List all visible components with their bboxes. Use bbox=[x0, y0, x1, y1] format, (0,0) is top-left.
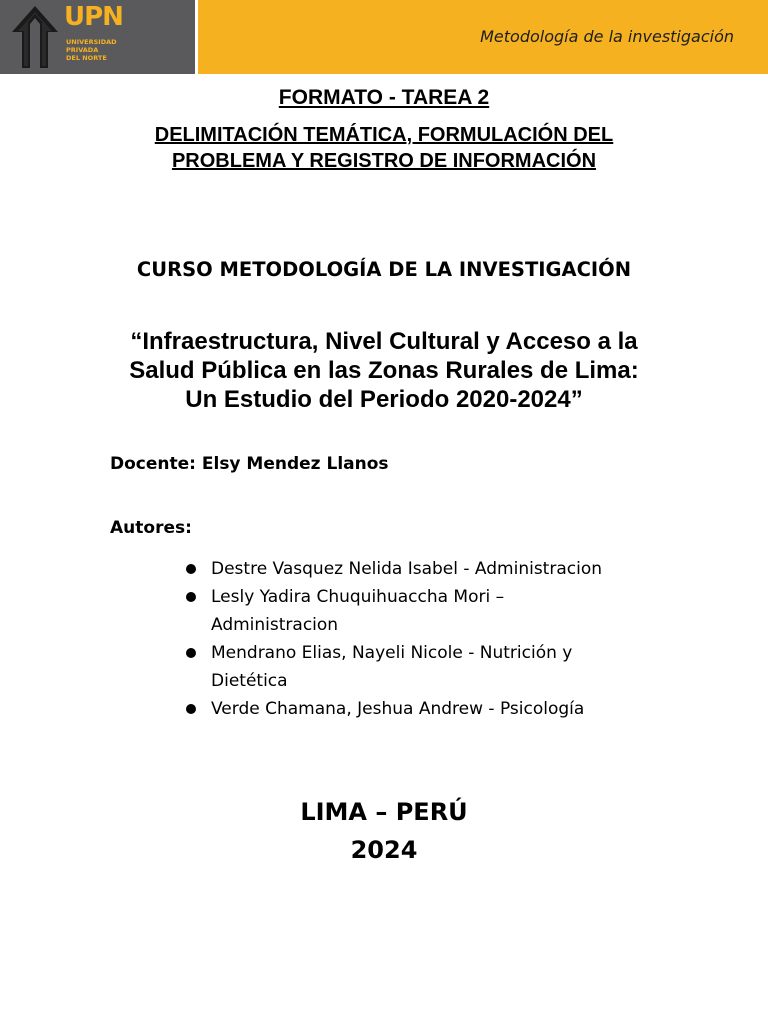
bullet-icon bbox=[186, 648, 196, 658]
teacher-line: Docente: Elsy Mendez Llanos bbox=[110, 454, 389, 474]
logo-subtitle-line: UNIVERSIDAD bbox=[66, 38, 117, 46]
authors-list bbox=[186, 555, 656, 723]
header-band bbox=[198, 0, 768, 74]
author-item bbox=[186, 695, 656, 723]
course-title: CURSO METODOLOGÍA DE LA INVESTIGACIÓN bbox=[136, 258, 632, 281]
author-item bbox=[186, 583, 656, 639]
topic-line: Salud Pública en las Zonas Rurales de Lima: bbox=[129, 357, 639, 384]
section-title-line: DELIMITACIÓN TEMÁTICA, FORMULACIÓN DEL bbox=[154, 124, 614, 146]
logo-subtitle-line: DEL NORTE bbox=[66, 54, 107, 62]
document-year: 2024 bbox=[350, 836, 418, 864]
author-line: Dietética bbox=[211, 671, 288, 691]
header-title: Metodología de la investigación bbox=[480, 27, 734, 46]
city-country: LIMA – PERÚ bbox=[300, 798, 468, 826]
research-topic bbox=[0, 327, 768, 414]
section-title-line: PROBLEMA Y REGISTRO DE INFORMACIÓN bbox=[171, 150, 597, 172]
logo-brand-text: UPN bbox=[64, 2, 123, 32]
page-header bbox=[0, 0, 768, 74]
upn-arrow-logo-icon bbox=[8, 4, 62, 70]
author-line: Mendrano Elias, Nayeli Nicole - Nutrición y bbox=[211, 643, 573, 663]
bullet-icon bbox=[186, 564, 196, 574]
logo-subtitle bbox=[66, 38, 126, 62]
format-title: FORMATO - TAREA 2 bbox=[278, 86, 490, 109]
author-line: Lesly Yadira Chuquihuaccha Mori – bbox=[211, 587, 505, 607]
topic-line: Un Estudio del Periodo 2020-2024” bbox=[185, 386, 583, 413]
upn-logo bbox=[0, 0, 195, 74]
topic-line: “Infraestructura, Nivel Cultural y Acceso a la bbox=[130, 328, 638, 355]
section-title bbox=[0, 122, 768, 174]
bullet-icon bbox=[186, 704, 196, 714]
author-item bbox=[186, 555, 656, 583]
author-line: Destre Vasquez Nelida Isabel - Administracion bbox=[211, 559, 602, 579]
authors-label: Autores: bbox=[110, 518, 192, 538]
author-line: Administracion bbox=[211, 615, 339, 635]
author-line: Verde Chamana, Jeshua Andrew - Psicología bbox=[211, 699, 585, 719]
logo-subtitle-line: PRIVADA bbox=[66, 46, 99, 54]
bullet-icon bbox=[186, 592, 196, 602]
author-item bbox=[186, 639, 656, 695]
